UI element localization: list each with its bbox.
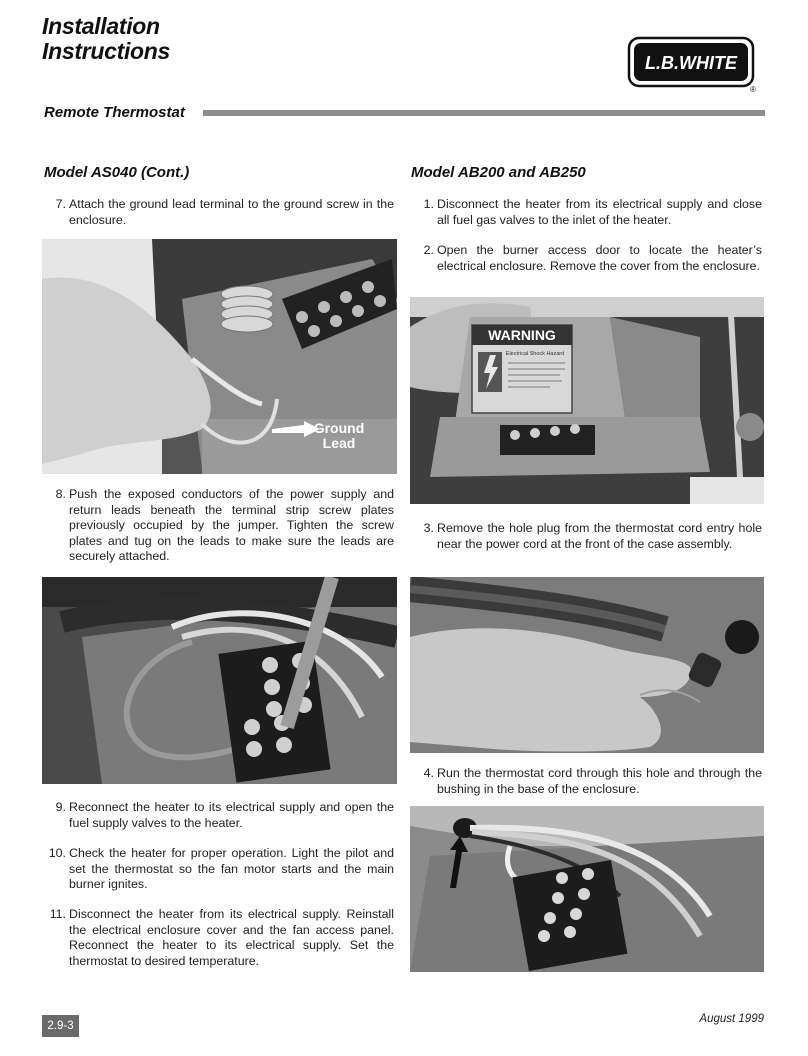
step-number: 2. <box>423 243 434 257</box>
step-text: Check the heater for proper operation. Light the pilot and set the thermostat so the fan motor starts and the main burner ignites. <box>69 846 394 891</box>
step-9 <box>44 800 394 832</box>
step-1 <box>412 197 762 229</box>
photo-terminal-strip <box>42 577 397 784</box>
photo-ground-lead <box>42 239 397 474</box>
step-number: 3. <box>423 521 434 535</box>
step-text: Reconnect the heater to its electrical supply and open the fuel supply valves to the heater. <box>69 800 394 830</box>
photo-electrical-enclosure <box>410 297 764 504</box>
step-number: 9. <box>55 800 66 814</box>
step-text: Open the burner access door to locate the heater’s electrical enclosure. Remove the cover from the enclosure. <box>437 243 762 273</box>
warning-label-subtitle: Electrical Shock Hazard <box>505 351 565 357</box>
photo-hole-plug <box>410 577 764 753</box>
step-number: 1. <box>423 197 434 211</box>
left-column-heading: Model AS040 (Cont.) <box>44 164 190 181</box>
page-number: 2.9-3 <box>42 1015 79 1037</box>
section-title: Remote Thermostat <box>44 104 185 121</box>
logo-text: L.B.WHITE <box>645 53 737 73</box>
title-line-2: Instructions <box>42 38 171 64</box>
step-7 <box>44 197 394 229</box>
step-2 <box>412 243 762 291</box>
step-text: Disconnect the heater from its electrical supply. Reinstall the electrical enclosure cover and the fan access panel. Reconnect the heater to its electrical supply. Set the thermostat to desired temperature. <box>69 907 394 968</box>
step-8 <box>44 487 394 567</box>
step-10 <box>44 846 394 894</box>
warning-label-title: WARNING <box>488 327 556 343</box>
step-number: 4. <box>423 766 434 780</box>
step-text: Push the exposed conductors of the power supply and return leads beneath the terminal strip screw plates previously occupied by the jumper. Tighten the screw plates and tug on the leads to make sure the leads are securely attached. <box>69 487 394 563</box>
logo-registered-mark: ® <box>750 85 756 92</box>
step-text: Run the thermostat cord through this hole and through the bushing in the base of the enclosure. <box>437 766 762 796</box>
ground-lead-label-line-1: Ground <box>313 420 365 436</box>
step-11 <box>44 907 394 971</box>
title-line-1: Installation <box>42 13 160 39</box>
document-title <box>42 14 170 64</box>
photo-cord-bushing <box>410 806 764 972</box>
step-number: 8. <box>55 487 66 501</box>
section-rule <box>203 110 765 116</box>
step-number: 11. <box>49 907 66 921</box>
step-text: Attach the ground lead terminal to the ground screw in the enclosure. <box>69 197 394 227</box>
step-number: 7. <box>55 197 66 211</box>
step-3 <box>412 521 762 569</box>
right-column-heading: Model AB200 and AB250 <box>411 164 586 181</box>
step-number: 10. <box>48 846 66 860</box>
ground-lead-label-line-2: Lead <box>322 435 356 451</box>
publication-date: August 1999 <box>699 1013 764 1025</box>
lb-white-logo <box>627 36 758 92</box>
step-4 <box>412 766 762 798</box>
step-text: Disconnect the heater from its electrical supply and close all fuel gas valves to the inlet of the heater. <box>437 197 762 227</box>
step-text: Remove the hole plug from the thermostat cord entry hole near the power cord at the front of the case assembly. <box>437 521 762 551</box>
